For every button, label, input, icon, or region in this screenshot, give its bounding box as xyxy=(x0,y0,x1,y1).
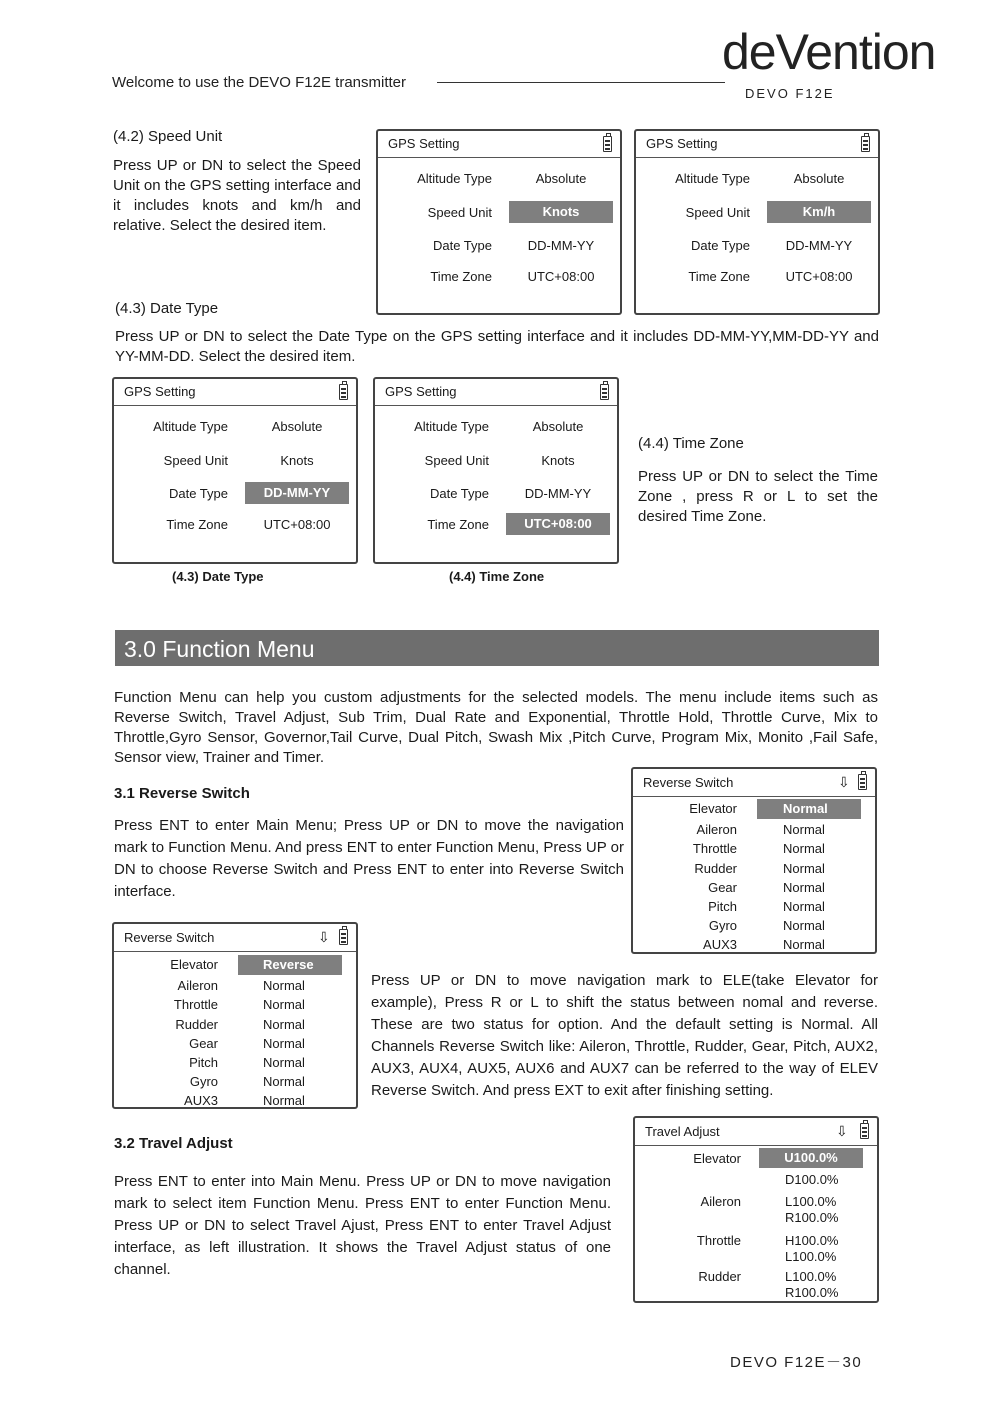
label-speed-unit: Speed Unit xyxy=(163,453,228,468)
label-date-type: Date Type xyxy=(432,238,492,253)
channel-value: Normal xyxy=(263,1093,305,1108)
reverse-switch-screen-reverse xyxy=(112,922,358,1109)
travel-value: R100.0% xyxy=(785,1285,839,1300)
value-time-zone-selected: UTC+08:00 xyxy=(506,513,610,535)
brand-logo-subtitle: DEVO F12E xyxy=(745,86,835,101)
battery-icon xyxy=(860,1123,869,1139)
label-time-zone: Time Zone xyxy=(166,517,228,532)
travel-value: H100.0% xyxy=(785,1233,839,1248)
channel-label: Gyro xyxy=(708,918,737,933)
battery-icon xyxy=(600,384,609,400)
travel-value: L100.0% xyxy=(785,1194,837,1209)
label-time-zone: Time Zone xyxy=(427,517,489,532)
date-type-text: Press UP or DN to select the Date Type on the GPS setting interface and it includes DD-MM-YY,MM-DD-YY and YY-MM-DD. Select the desired item. xyxy=(115,328,879,365)
brand-logo: deVention xyxy=(722,24,936,80)
date-type-title: (4.3) Date Type xyxy=(115,300,219,317)
page-number: DEVO F12E－30 xyxy=(730,1354,863,1371)
gps-screen-time-zone xyxy=(373,377,619,564)
channel-value-selected: Normal xyxy=(757,799,861,819)
speed-unit-text: Press UP or DN to select the Speed Unit on the GPS setting interface and it includes knots and km/h and relative. Select the desired item. xyxy=(113,157,361,234)
travel-channel-label: Rudder xyxy=(698,1269,741,1284)
travel-channel-label: Elevator xyxy=(693,1151,741,1166)
screen-title: GPS Setting xyxy=(646,136,718,151)
channel-value: Normal xyxy=(263,997,305,1012)
label-altitude-type: Altitude Type xyxy=(675,171,750,186)
battery-icon xyxy=(339,384,348,400)
down-arrow-icon: ⇩ xyxy=(318,929,330,945)
battery-icon xyxy=(861,136,870,152)
function-menu-intro: Function Menu can help you custom adjustments for the selected models. The menu include items such as Reverse Switch, Travel Adjust, Sub Trim, Dual Rate and Exponential, Throttle Hold, Throttle Curve, Mix to Throttle,Gyro Sensor, Governor,Tail Curve, Dual Pitch, Swash Mix ,Pitch Curve, Program Mix, Monito ,Fail Safe, Sensor view, Trainer and Timer. xyxy=(114,689,878,766)
channel-value: Normal xyxy=(783,841,825,856)
battery-icon xyxy=(603,136,612,152)
channel-value: Normal xyxy=(263,1074,305,1089)
battery-icon xyxy=(339,929,348,945)
header-welcome: Welcome to use the DEVO F12E transmitter xyxy=(112,74,407,91)
battery-icon xyxy=(858,774,867,790)
travel-channel-label: Throttle xyxy=(696,1233,741,1248)
value-altitude-type: Absolute xyxy=(271,419,323,434)
channel-label: Gear xyxy=(189,1036,218,1051)
channel-label: Elevator xyxy=(689,801,737,816)
label-date-type: Date Type xyxy=(690,238,750,253)
value-date-type: DD-MM-YY xyxy=(524,486,592,501)
channel-value: Normal xyxy=(783,861,825,876)
channel-value: Normal xyxy=(263,1055,305,1070)
travel-value-selected: U100.0% xyxy=(759,1148,863,1168)
screen-title: Reverse Switch xyxy=(643,775,734,790)
channel-label: Gear xyxy=(708,880,737,895)
gps-screen-date-type xyxy=(112,377,358,564)
label-time-zone: Time Zone xyxy=(688,269,750,284)
value-speed-unit-selected: Km/h xyxy=(767,201,871,223)
channel-value: Normal xyxy=(263,978,305,993)
channel-label: Elevator xyxy=(170,957,218,972)
down-arrow-icon: ⇩ xyxy=(838,774,850,790)
channel-value: Normal xyxy=(783,937,825,952)
label-date-type: Date Type xyxy=(168,486,228,501)
reverse-switch-text: Press ENT to enter Main Menu; Press UP or DN to move the navigation mark to Function Menu. And press ENT to enter Function Menu, Press UP or DN to choose Reverse Switch and Press ENT to enter into Reverse Switch interface. xyxy=(114,817,624,900)
value-time-zone: UTC+08:00 xyxy=(785,269,853,284)
channel-label: Throttle xyxy=(173,997,218,1012)
screen-title: Travel Adjust xyxy=(645,1124,720,1139)
travel-adjust-text: Press ENT to enter into Main Menu. Press UP or DN to move navigation mark to select item Function Menu. Press ENT to enter Function Menu. Press UP or DN to select Travel Ajust, Press ENT to enter Travel Adjust interface, as left illustration. It shows the Travel Adjust status of one channel. xyxy=(114,1173,611,1278)
channel-value: Normal xyxy=(263,1017,305,1032)
channel-label: Rudder xyxy=(175,1017,218,1032)
channel-value: Normal xyxy=(783,822,825,837)
channel-label: Aileron xyxy=(696,822,737,837)
caption-date-type: (4.3) Date Type xyxy=(172,569,264,584)
label-speed-unit: Speed Unit xyxy=(424,453,489,468)
gps-screen-knots xyxy=(376,129,622,315)
value-date-type: DD-MM-YY xyxy=(785,238,853,253)
value-time-zone: UTC+08:00 xyxy=(263,517,331,532)
reverse-switch-screen-normal xyxy=(631,767,877,954)
label-speed-unit: Speed Unit xyxy=(685,205,750,220)
channel-value: Normal xyxy=(783,918,825,933)
channel-value: Normal xyxy=(783,899,825,914)
travel-value: R100.0% xyxy=(785,1210,839,1225)
label-altitude-type: Altitude Type xyxy=(417,171,492,186)
value-speed-unit-selected: Knots xyxy=(509,201,613,223)
reverse-switch-heading: 3.1 Reverse Switch xyxy=(114,785,250,802)
value-altitude-type: Absolute xyxy=(532,419,584,434)
channel-value: Normal xyxy=(783,880,825,895)
travel-adjust-screen xyxy=(633,1116,879,1303)
value-speed-unit: Knots xyxy=(541,453,575,468)
travel-adjust-heading: 3.2 Travel Adjust xyxy=(114,1135,233,1152)
channel-label: AUX3 xyxy=(703,937,737,952)
gps-screen-kmh xyxy=(634,129,880,315)
label-altitude-type: Altitude Type xyxy=(414,419,489,434)
section-banner: 3.0 Function Menu xyxy=(115,630,879,666)
screen-title: GPS Setting xyxy=(388,136,460,151)
travel-value: D100.0% xyxy=(785,1172,839,1187)
speed-unit-title: (4.2) Speed Unit xyxy=(113,128,223,145)
channel-value-selected: Reverse xyxy=(238,955,342,975)
screen-title: GPS Setting xyxy=(124,384,196,399)
channel-label: Throttle xyxy=(692,841,737,856)
channel-label: Aileron xyxy=(177,978,218,993)
channel-value: Normal xyxy=(263,1036,305,1051)
caption-time-zone: (4.4) Time Zone xyxy=(449,569,545,584)
channel-label: Rudder xyxy=(694,861,737,876)
header-rule xyxy=(437,82,725,83)
screen-title: Reverse Switch xyxy=(124,930,215,945)
value-speed-unit: Knots xyxy=(280,453,314,468)
channel-label: Gyro xyxy=(189,1074,218,1089)
value-date-type-selected: DD-MM-YY xyxy=(245,482,349,504)
label-time-zone: Time Zone xyxy=(430,269,492,284)
time-zone-title: (4.4) Time Zone xyxy=(638,435,744,452)
channel-label: Pitch xyxy=(189,1055,218,1070)
reverse-switch-text-2: Press UP or DN to move navigation mark to ELE(take Elevator for example), Press R or L to shift the status between nomal and reverse. These are two status for option. And the default setting is Normal. All Channels Reverse Switch like: Aileron, Throttle, Rudder, Gear, Pitch, AUX2, AUX3, AUX4, AUX5, AUX6 and AUX7 can be referred to the way of ELEV Reverse Switch. And press EXT to exit after finishing setting. xyxy=(371,972,878,1099)
travel-value: L100.0% xyxy=(785,1249,837,1264)
label-altitude-type: Altitude Type xyxy=(153,419,228,434)
down-arrow-icon: ⇩ xyxy=(836,1123,848,1139)
channel-label: AUX3 xyxy=(184,1093,218,1108)
label-date-type: Date Type xyxy=(429,486,489,501)
value-time-zone: UTC+08:00 xyxy=(527,269,595,284)
value-date-type: DD-MM-YY xyxy=(527,238,595,253)
channel-label: Pitch xyxy=(708,899,737,914)
screen-title: GPS Setting xyxy=(385,384,457,399)
value-altitude-type: Absolute xyxy=(535,171,587,186)
travel-channel-label: Aileron xyxy=(700,1194,741,1209)
label-speed-unit: Speed Unit xyxy=(427,205,492,220)
value-altitude-type: Absolute xyxy=(793,171,845,186)
time-zone-text: Press UP or DN to select the Time Zone , press R or L to set the desired Time Zone. xyxy=(638,468,878,525)
travel-value: L100.0% xyxy=(785,1269,837,1284)
